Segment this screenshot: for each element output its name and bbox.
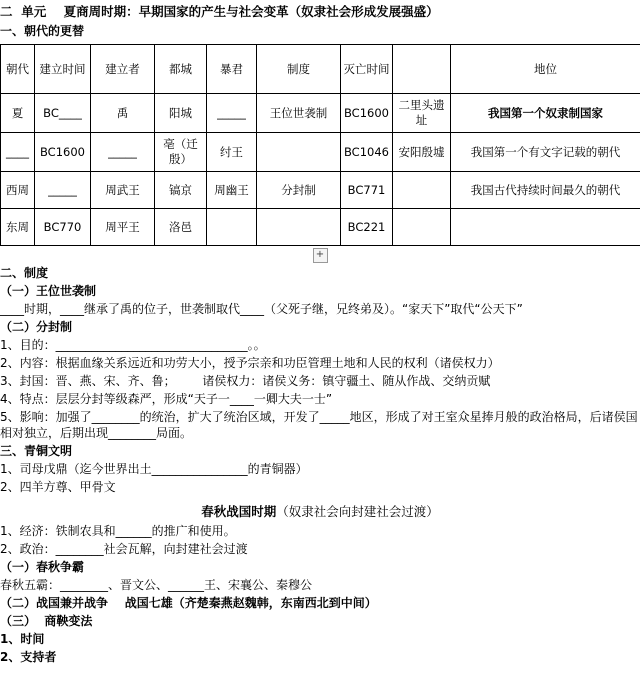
cell-site: 安阳殷墟 (393, 133, 451, 172)
cell-system (257, 133, 341, 172)
cell-dynasty: 夏 (1, 94, 35, 133)
subsection-shangyang-heading: （三） 商鞅变法 (0, 614, 93, 628)
spring-autumn-title (0, 496, 640, 522)
cell-system: 王位世袭制 (257, 94, 341, 133)
cell-system (257, 209, 341, 246)
cell-tyrant: 周幽王 (207, 172, 257, 209)
cell-capital: 洛邑 (155, 209, 207, 246)
cell-status: 我国第一个有文字记载的朝代 (451, 133, 640, 172)
cell-tyrant: _____ (207, 94, 257, 133)
section-dynasty-heading: 一、朝代的更替 (0, 24, 85, 38)
hegemony-five-line: 春秋五霸：________、晋文公、______王、宋襄公、秦穆公 (0, 578, 313, 592)
shangyang-supporter-item: 2、支持者 (0, 650, 57, 664)
spring-economy-line: 1、经济：铁制农具和______的推广和使用。 (0, 524, 236, 538)
subsection-warring-states-heading: （二）战国兼并战争 战国七雄（齐楚秦燕赵魏韩，东南西北到中间） (0, 596, 377, 610)
bronze-item-2: 2、四羊方尊、甲骨文 (0, 480, 116, 494)
subsection-enfeoffment-heading: （二）分封制 (0, 320, 73, 334)
cell-found-time: BC1600 (35, 133, 91, 172)
cell-found-time: BC770 (35, 209, 91, 246)
th-site (393, 45, 451, 94)
cell-fall-time: BC1046 (341, 133, 393, 172)
subsection-hereditary-heading: （一）王位世袭制 (0, 284, 97, 298)
table-row (1, 172, 640, 209)
cell-found-time: BC____ (35, 94, 91, 133)
cell-dynasty: 东周 (1, 209, 35, 246)
th-status: 地位 (451, 45, 640, 94)
bronze-item-1: 1、司母戊鼎（迄今世界出土________________的青铜器） (0, 462, 308, 476)
section-bronze-heading: 三、青铜文明 (0, 444, 73, 458)
cell-capital: 阳城 (155, 94, 207, 133)
expand-table-button[interactable]: + (313, 248, 328, 263)
enfeoffment-states: 3、封国：晋、燕、宋、齐、鲁； 诸侯权力：诸侯义务：镇守疆土、随从作战、交纳贡赋 (0, 374, 491, 388)
cell-system: 分封制 (257, 172, 341, 209)
enfeoffment-feature: 4、特点：层层分封等级森严，形成“天子一____一卿大夫一士” (0, 392, 333, 406)
th-found-time: 建立时间 (35, 45, 91, 94)
th-system: 制度 (257, 45, 341, 94)
cell-found-time: _____ (35, 172, 91, 209)
table-header-row (1, 45, 640, 94)
cell-founder: _____ (91, 133, 155, 172)
cell-capital: 亳（迁殷） (155, 133, 207, 172)
table-row (1, 133, 640, 172)
hereditary-body: ____时期，____继承了禹的位子，世袭制取代____（父死子继，兄终弟及）。“家天下”取代“公天下” (0, 302, 523, 316)
cell-status: 我国第一个奴隶制国家 (451, 94, 640, 133)
th-capital: 都城 (155, 45, 207, 94)
cell-site (393, 209, 451, 246)
cell-fall-time: BC771 (341, 172, 393, 209)
cell-founder: 禹 (91, 94, 155, 133)
cell-fall-time: BC221 (341, 209, 393, 246)
th-founder: 建立者 (91, 45, 155, 94)
enfeoffment-influence: 5、影响：加强了________的统治，扩大了统治区域，开发了_____地区，形成了对王室众星捧月般的政治格局，后诸侯国相对独立，后期出现________局面。 (0, 410, 638, 440)
spring-autumn-title-main: 春秋战国时期 (201, 504, 277, 519)
cell-site: 二里头遗址 (393, 94, 451, 133)
enfeoffment-content (0, 354, 640, 372)
page-title: 二 单元 夏商周时期：早期国家的产生与社会变革（奴隶社会形成发展强盛） (0, 4, 439, 19)
cell-founder: 周平王 (91, 209, 155, 246)
cell-tyrant (207, 209, 257, 246)
dynasty-table (0, 44, 640, 246)
cell-capital: 镐京 (155, 172, 207, 209)
cell-status: 我国古代持续时间最久的朝代 (451, 172, 640, 209)
th-dynasty: 朝代 (1, 45, 35, 94)
cell-tyrant: 纣王 (207, 133, 257, 172)
enfeoffment-purpose: 1、目的：________________________________。。 (0, 338, 266, 352)
shangyang-time-item: 1、时间 (0, 632, 45, 646)
cell-dynasty: ____ (1, 133, 35, 172)
table-row (1, 94, 640, 133)
subsection-hegemony-heading: （一）春秋争霸 (0, 560, 85, 574)
table-row (1, 209, 640, 246)
cell-founder: 周武王 (91, 172, 155, 209)
th-tyrant: 暴君 (207, 45, 257, 94)
th-fall-time: 灭亡时间 (341, 45, 393, 94)
table-expand-row (0, 248, 640, 263)
cell-dynasty: 西周 (1, 172, 35, 209)
enfeoffment-content-text: 2、内容：根据血缘关系远近和功劳大小，授予宗亲和功臣管理土地和人民的权利（诸侯权力） (0, 356, 500, 370)
cell-fall-time: BC1600 (341, 94, 393, 133)
spring-politics-line: 2、政治：________社会瓦解，向封建社会过渡 (0, 542, 248, 556)
cell-site (393, 172, 451, 209)
spring-autumn-title-note: （奴隶社会向封建社会过渡） (276, 504, 439, 519)
cell-status (451, 209, 640, 246)
section-system-heading: 二、制度 (0, 266, 49, 280)
